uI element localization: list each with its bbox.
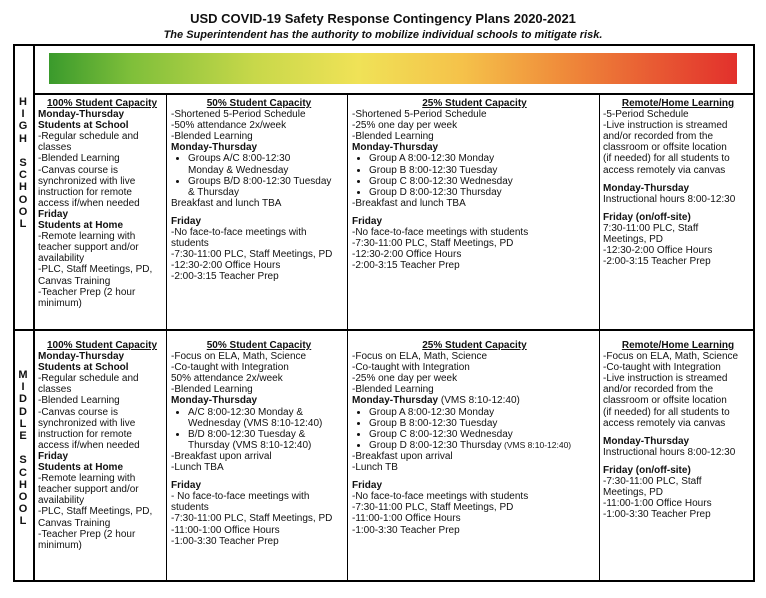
text-line: -Canvas course is (38, 164, 119, 176)
text-line: Canvas Training (38, 517, 111, 529)
row-label-letter: E (19, 430, 27, 443)
bullet-list (352, 153, 597, 197)
bullet-text: Groups B/D 8:00-12:30 Tuesday (188, 175, 332, 187)
text-line: -2:00-3:15 Teacher Prep (171, 271, 279, 283)
row-label-letter: H (19, 96, 27, 108)
bold-line: Monday-Thursday (38, 351, 125, 363)
text-line: -50% attendance 2x/week (171, 120, 287, 132)
cell-heading: Remote/Home Learning (621, 340, 735, 351)
text-line: Canvas Training (38, 275, 111, 287)
text-line: Breakfast and lunch TBA (171, 197, 282, 209)
row-label-letter: H (19, 132, 27, 145)
text-line: minimum) (38, 539, 82, 551)
bold-line: Students at School (38, 120, 129, 132)
cell-heading: 50% Student Capacity (206, 340, 312, 351)
text-line: -PLC, Staff Meetings, PD, (38, 264, 153, 276)
divider (33, 93, 755, 95)
text-line: Instructional hours 8:00-12:30 (603, 446, 736, 458)
row-label-middle-school (15, 369, 31, 528)
row-label-letter: C (19, 169, 27, 182)
bold-line: Friday (352, 480, 383, 492)
text-line: synchronized with live (38, 175, 136, 187)
text-line: -Shortened 5-Period Schedule (171, 109, 306, 121)
text-line: -7:30-11:00 PLC, Staff Meetings, PD (352, 238, 514, 250)
row-label-letter: I (21, 108, 25, 121)
text-line: students (171, 238, 209, 250)
bullet-text: Group D 8:00-12:30 Thursday (369, 186, 502, 198)
document-subtitle: The Superintendent has the authority to mobilize individual schools to mitigate risk. (163, 29, 603, 41)
spacer (603, 205, 753, 212)
bullet-item (369, 187, 597, 198)
text-line: -Remote learning with (38, 231, 136, 243)
text-line: -Breakfast and lunch TBA (352, 197, 466, 209)
text-line: and/or recorded from the (603, 384, 714, 396)
text-line: -Regular schedule and (38, 373, 139, 385)
bold-line: Friday (171, 480, 202, 492)
text-line: Meetings, PD (603, 234, 664, 246)
text-line: -7:30-11:00 PLC, Staff Meetings, PD (171, 513, 333, 525)
text-line: minimum) (38, 297, 82, 309)
ms-25-capacity-cell (352, 340, 597, 536)
text-line: -PLC, Staff Meetings, PD, (38, 506, 153, 518)
bold-line: Monday-Thursday (603, 182, 690, 194)
row-label-letter: I (21, 381, 25, 394)
bold-text: Monday-Thursday (352, 395, 439, 407)
text-line: -Teacher Prep (2 hour (38, 286, 136, 298)
bold-line: Friday (171, 215, 202, 227)
spacer (603, 176, 753, 183)
text-line: -1:00-3:30 Teacher Prep (352, 524, 460, 536)
text-line: (if needed) for all students to (603, 153, 730, 165)
bullet-text: Group B 8:00-12:30 Tuesday (369, 417, 498, 429)
text-line: -Co-taught with Integration (171, 362, 289, 374)
text-line: synchronized with live (38, 417, 136, 429)
text-line: -Lunch TB (352, 462, 398, 474)
text-line: 50% attendance 2x/week (171, 373, 283, 385)
divider (13, 329, 755, 331)
text-line: instruction for remote (38, 186, 132, 198)
text-line: -Blended Learning (38, 395, 120, 407)
row-label-letter: D (19, 405, 27, 418)
spacer (352, 473, 597, 480)
row-label-letter: G (18, 120, 28, 133)
text-line: (if needed) for all students to (603, 406, 730, 418)
divider (347, 94, 348, 582)
cell-heading: 25% Student Capacity (422, 340, 527, 351)
bullet-text: Group C 8:00-12:30 Wednesday (369, 428, 513, 440)
row-label-letter: O (18, 491, 28, 504)
bullet-text: Thursday (VMS 8:10-12:40) (188, 439, 312, 451)
text-line: availability (38, 253, 85, 265)
text-line: -No face-to-face meetings with students (352, 491, 529, 503)
bullet-text: & Thursday (188, 186, 239, 198)
text-line: -7:30-11:00 PLC, Staff Meetings, PD (171, 249, 333, 261)
text-line: -25% one day per week (352, 373, 458, 385)
bold-line: Monday-Thursday (171, 142, 258, 154)
row-label-letter: L (19, 218, 27, 231)
spacer (352, 209, 597, 216)
bold-line: Friday (on/off-site) (603, 464, 691, 476)
bullet-item (188, 407, 347, 429)
ms-100-capacity-cell (38, 340, 166, 551)
text-line: -7:30-11:00 PLC, Staff Meetings, PD (352, 502, 514, 514)
text-line: -Regular schedule and (38, 131, 139, 143)
text-line: -12:30-2:00 Office Hours (171, 260, 281, 272)
text-line: -Live instruction is streamed (603, 120, 728, 132)
bold-line: Friday (38, 208, 69, 220)
cell-heading: 25% Student Capacity (422, 98, 527, 109)
text-line: -Focus on ELA, Math, Science (171, 351, 307, 363)
bullet-text: Monday & Wednesday (188, 164, 289, 176)
bullet-item (369, 153, 597, 164)
row-label-letter: H (19, 181, 27, 194)
ms-50-capacity-cell (171, 340, 347, 547)
hs-50-capacity-cell (171, 98, 347, 283)
text-line: and/or recorded from the (603, 131, 714, 143)
text-line: -Breakfast upon arrival (171, 450, 272, 462)
text-line: -11:00-1:00 Office Hours (352, 513, 461, 525)
bullet-text: Groups A/C 8:00-12:30 (188, 153, 291, 165)
text-line: access if/when needed (38, 197, 140, 209)
text-line: -Breakfast upon arrival (352, 450, 453, 462)
text-line: -2:00-3:15 Teacher Prep (603, 256, 711, 268)
text-line: -11:00-1:00 Office Hours (603, 498, 712, 510)
text-line: -Canvas course is (38, 406, 119, 418)
row-label-high-school (15, 96, 31, 230)
row-label-letter: M (18, 369, 28, 381)
row-label-letter: C (19, 466, 27, 479)
row-label-letter: S (19, 157, 27, 170)
bullet-text: Group B 8:00-12:30 Tuesday (369, 164, 498, 176)
text-line: access if/when needed (38, 439, 140, 451)
bullet-text: Group D 8:00-12:30 Thursday (369, 439, 502, 451)
row-label-letter: O (18, 205, 28, 218)
mixed-line (352, 395, 597, 406)
text-line: -5-Period Schedule (603, 109, 689, 121)
bullet-text: Group A 8:00-12:30 Monday (369, 406, 495, 418)
text-line: teacher support and/or (38, 242, 139, 254)
bold-line: Friday (on/off-site) (603, 211, 691, 223)
hs-remote-learning-cell (603, 98, 753, 267)
text-line: Meetings, PD (603, 487, 664, 499)
text-line: -1:00-3:30 Teacher Prep (603, 509, 711, 521)
text-line: -Blended Learning (352, 131, 434, 143)
text-line: -25% one day per week (352, 120, 458, 132)
bold-line: Students at Home (38, 220, 124, 232)
text-line: classroom or offsite location (603, 395, 727, 407)
bullet-item (188, 153, 347, 175)
text-line: -Remote learning with (38, 473, 136, 485)
text-line: -Blended Learning (171, 131, 253, 143)
bold-line: Monday-Thursday (603, 435, 690, 447)
bold-line: Monday-Thursday (352, 142, 439, 154)
text-line: -Lunch TBA (171, 462, 224, 474)
spacer (171, 473, 347, 480)
bold-line: Friday (352, 215, 383, 227)
row-label-letter: L (19, 417, 27, 430)
bold-line: Monday-Thursday (38, 109, 125, 121)
bold-line: Friday (38, 450, 69, 462)
text-line: -Teacher Prep (2 hour (38, 528, 136, 540)
bullet-text: A/C 8:00-12:30 Monday & (188, 406, 304, 418)
text-line: 7:30-11:00 PLC, Staff (603, 222, 699, 234)
bullet-item (188, 429, 347, 451)
bullet-item (369, 418, 597, 429)
text-line: -12:30-2:00 Office Hours (352, 249, 462, 261)
bullet-item (369, 176, 597, 187)
text-line: -Focus on ELA, Math, Science (603, 351, 739, 363)
bullet-list (171, 153, 347, 197)
text-line: Instructional hours 8:00-12:30 (603, 193, 736, 205)
text-line: availability (38, 495, 85, 507)
text-line: -Blended Learning (352, 384, 434, 396)
text-line: - No face-to-face meetings with (171, 491, 310, 503)
row-label-letter: O (18, 193, 28, 206)
text-line: -12:30-2:00 Office Hours (603, 245, 713, 257)
cell-heading: 100% Student Capacity (46, 98, 158, 109)
text-line: classes (38, 142, 72, 154)
bullet-item (369, 407, 597, 418)
spacer (171, 209, 347, 216)
text-line: -Blended Learning (171, 384, 253, 396)
bold-line: Students at Home (38, 462, 124, 474)
cell-heading: 100% Student Capacity (46, 340, 158, 351)
text-line: -Co-taught with Integration (603, 362, 721, 374)
hs-25-capacity-cell (352, 98, 597, 271)
bullet-list (352, 407, 597, 451)
bullet-item (369, 165, 597, 176)
divider (599, 94, 600, 582)
bullet-item (188, 176, 347, 198)
text-line: -Blended Learning (38, 153, 120, 165)
row-label-letter (15, 145, 31, 157)
row-label-letter: H (19, 478, 27, 491)
bullet-note: (VMS 8:10-12:40) (501, 439, 572, 450)
spacer (603, 458, 753, 465)
text-line: instruction for remote (38, 428, 132, 440)
note-text: (VMS 8:10-12:40) (438, 395, 520, 407)
text-line: -11:00-1:00 Office Hours (171, 524, 280, 536)
row-label-letter (15, 442, 31, 454)
text-line: -2:00-3:15 Teacher Prep (352, 260, 460, 272)
text-line: classes (38, 384, 72, 396)
bullet-text: Group C 8:00-12:30 Wednesday (369, 175, 513, 187)
text-line: -No face-to-face meetings with (171, 227, 307, 239)
hs-100-capacity-cell (38, 98, 166, 309)
ms-remote-learning-cell (603, 340, 753, 520)
text-line: -No face-to-face meetings with students (352, 227, 529, 239)
text-line: access remotely via canvas (603, 417, 726, 429)
bold-line: Monday-Thursday (171, 395, 258, 407)
bullet-item (369, 429, 597, 440)
bullet-text: Wednesday (VMS 8:10-12:40) (188, 417, 323, 429)
bullet-text: Group A 8:00-12:30 Monday (369, 153, 495, 165)
text-line: access remotely via canvas (603, 164, 726, 176)
text-line: teacher support and/or (38, 484, 139, 496)
row-label-letter: S (19, 454, 27, 467)
text-line: -Co-taught with Integration (352, 362, 470, 374)
bullet-text: B/D 8:00-12:30 Tuesday & (188, 428, 306, 440)
text-line: -Focus on ELA, Math, Science (352, 351, 488, 363)
document-title: USD COVID-19 Safety Response Contingency Plans 2020-2021 (190, 11, 576, 26)
row-label-letter: D (19, 393, 27, 406)
bullet-item (369, 440, 597, 451)
cell-heading: Remote/Home Learning (621, 98, 735, 109)
bullet-list (171, 407, 347, 451)
risk-gradient-bar (49, 53, 737, 84)
text-line: -Live instruction is streamed (603, 373, 728, 385)
text-line: students (171, 502, 209, 514)
row-label-letter: O (18, 503, 28, 516)
divider (33, 44, 35, 582)
spacer (603, 429, 753, 436)
divider (166, 94, 167, 582)
text-line: -1:00-3:30 Teacher Prep (171, 535, 279, 547)
text-line: -Shortened 5-Period Schedule (352, 109, 487, 121)
text-line: classroom or offsite location (603, 142, 727, 154)
cell-heading: 50% Student Capacity (206, 98, 312, 109)
text-line: -7:30-11:00 PLC, Staff (603, 476, 702, 488)
row-label-letter: L (19, 515, 27, 528)
bold-line: Students at School (38, 362, 129, 374)
